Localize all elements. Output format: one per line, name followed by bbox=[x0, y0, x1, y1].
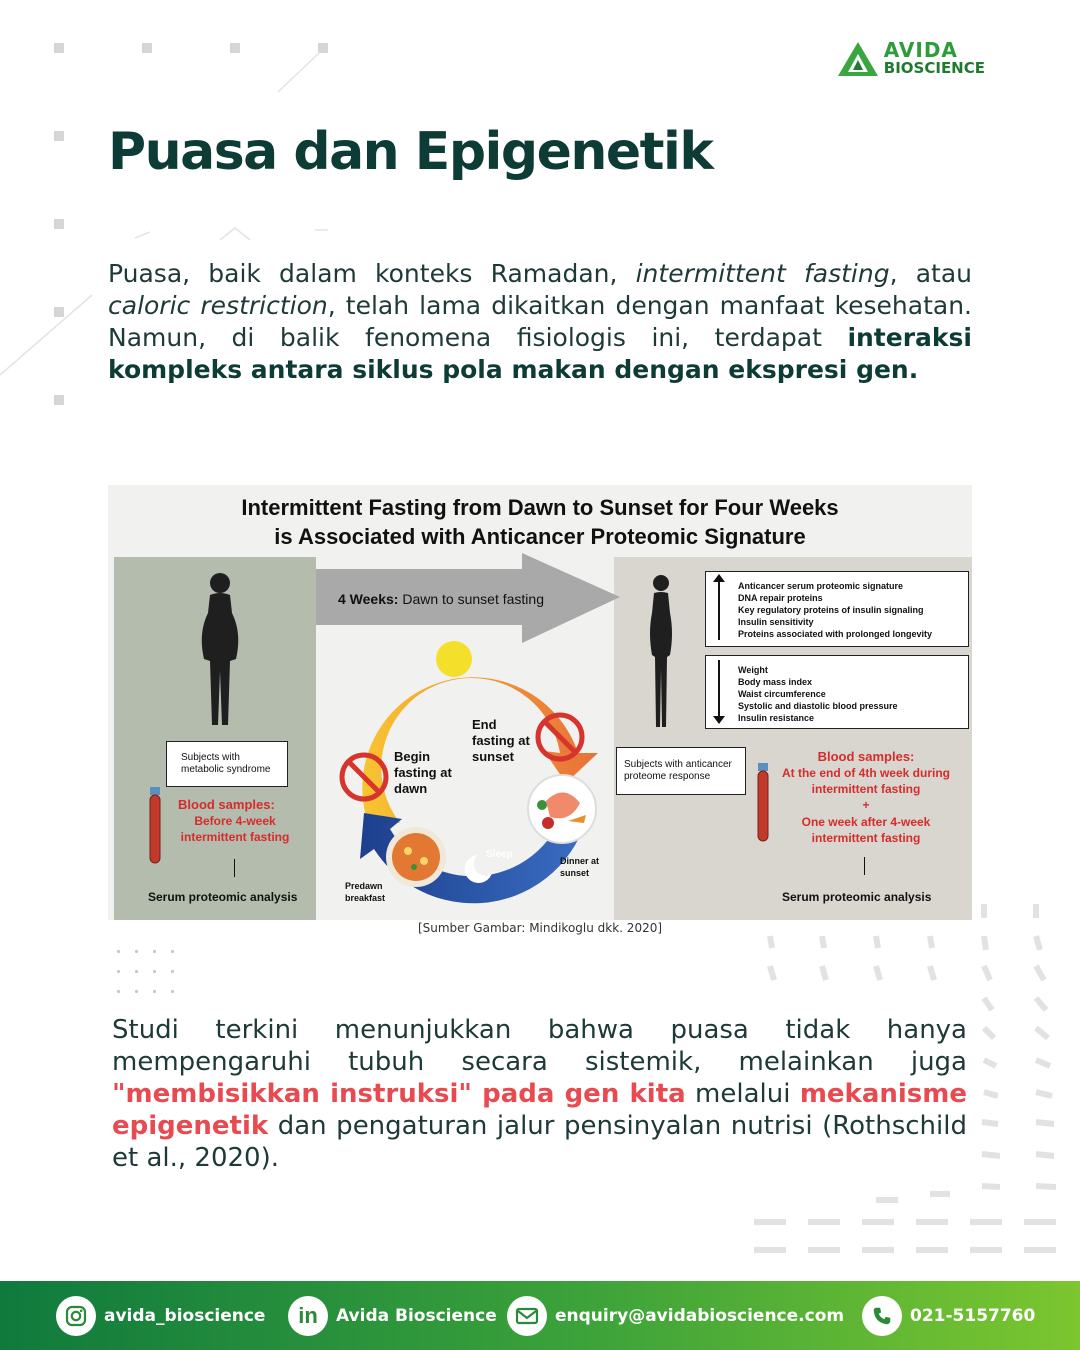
left-subjects-text: Subjects with metabolic syndrome bbox=[181, 752, 271, 775]
predawn-meal-icon bbox=[386, 827, 446, 887]
list-item: Anticancer serum proteomic signature bbox=[738, 581, 904, 591]
silhouette-after-icon bbox=[646, 573, 676, 729]
instagram-icon bbox=[56, 1296, 96, 1336]
right-blood-title: Blood samples: bbox=[817, 749, 915, 764]
footer-email[interactable] bbox=[507, 1281, 844, 1350]
blood-tube-before-icon bbox=[148, 787, 162, 865]
page-title: Puasa dan Epigenetik bbox=[108, 122, 713, 182]
footer-phone[interactable] bbox=[862, 1281, 1035, 1350]
body-highlight-1: "membisikkan instruksi" pada gen kita bbox=[112, 1079, 686, 1109]
silhouette-before-icon bbox=[196, 571, 244, 727]
body-paragraph bbox=[112, 1014, 967, 1174]
avida-logo-icon bbox=[836, 40, 880, 78]
intro-highlight: interaksi kompleks antara siklus pola makan dengan ekspresi gen. bbox=[108, 323, 972, 384]
right-blood-plus: + bbox=[862, 798, 870, 812]
list-item: Systolic and diastolic blood pressure bbox=[738, 701, 898, 711]
figure-caption: [Sumber Gambar: Mindikoglu dkk. 2020] bbox=[417, 921, 663, 935]
intro-term-cr: caloric restriction bbox=[108, 291, 328, 320]
right-blood-text-2: One week after 4-week intermittent fasting bbox=[801, 815, 931, 845]
begin-fasting-label: Begin fasting at dawn bbox=[394, 749, 452, 796]
list-item: Key regulatory proteins of insulin signaling bbox=[738, 605, 924, 615]
right-subjects-box bbox=[616, 747, 746, 795]
decreased-list bbox=[738, 664, 898, 724]
intro-paragraph bbox=[108, 258, 972, 386]
email-address: enquiry@avidabioscience.com bbox=[555, 1305, 845, 1326]
sleep-label: Sleep bbox=[486, 849, 513, 860]
arrow-label-bold: 4 Weeks: bbox=[338, 591, 399, 607]
phone-icon bbox=[862, 1296, 902, 1336]
brand-name-line1: AVIDA bbox=[883, 38, 958, 62]
list-item: DNA repair proteins bbox=[738, 593, 823, 603]
list-item: Proteins associated with prolonged longevity bbox=[738, 629, 933, 639]
list-item: Weight bbox=[738, 665, 768, 675]
down-arrow-right bbox=[864, 857, 865, 875]
body-text: melalui bbox=[685, 1079, 800, 1109]
right-blood-text-1: At the end of 4th week during intermittent fasting bbox=[781, 766, 950, 796]
figure-title-line1: Intermittent Fasting from Dawn to Sunset for Four Weeks bbox=[241, 495, 839, 520]
body-highlight-2: mekanisme epigenetik bbox=[112, 1079, 968, 1141]
list-item: Insulin resistance bbox=[738, 713, 815, 723]
phone-number: 021-5157760 bbox=[910, 1305, 1036, 1326]
left-blood-text: Before 4-week intermittent fasting bbox=[180, 814, 290, 844]
study-figure bbox=[108, 485, 972, 920]
right-subjects-text: Subjects with anticancer proteome response bbox=[624, 759, 732, 782]
predawn-label: Predawn breakfast bbox=[345, 881, 386, 903]
blood-tube-after-icon bbox=[756, 763, 770, 843]
intro-text: Puasa, baik dalam konteks Ramadan, bbox=[108, 259, 636, 288]
brand-name-line2: BIOSCIENCE bbox=[883, 59, 985, 77]
linkedin-name: Avida Bioscience bbox=[336, 1305, 497, 1326]
footer-bar bbox=[0, 1281, 1080, 1350]
down-arrow-icon bbox=[718, 660, 720, 720]
up-arrowhead bbox=[713, 574, 725, 582]
arrow-label bbox=[338, 591, 544, 607]
intro-text: , telah lama dikaitkan dengan manfaat kesehatan. Namun, di balik fenomena fisiologis ini, terdapat bbox=[108, 291, 972, 352]
left-subjects-box bbox=[166, 741, 288, 787]
left-blood-title: Blood samples: bbox=[178, 797, 275, 812]
figure-title bbox=[108, 493, 972, 551]
down-arrow-left bbox=[234, 859, 235, 877]
list-item: Insulin sensitivity bbox=[738, 617, 814, 627]
list-item: Waist circumference bbox=[738, 689, 826, 699]
decreased-list-box bbox=[705, 655, 969, 729]
instagram-handle: avida_bioscience bbox=[104, 1305, 266, 1326]
dinner-meal-icon bbox=[528, 775, 596, 843]
decor-square bbox=[54, 395, 64, 405]
list-item: Body mass index bbox=[738, 677, 813, 687]
email-icon bbox=[507, 1296, 547, 1336]
dinner-label: Dinner at sunset bbox=[560, 856, 600, 878]
end-fasting-label: End fasting at sunset bbox=[472, 717, 530, 764]
figure-title-line2: is Associated with Anticancer Proteomic Signature bbox=[274, 524, 806, 549]
right-serum-label: Serum proteomic analysis bbox=[782, 890, 932, 904]
linkedin-icon: in bbox=[288, 1296, 328, 1336]
up-arrow-icon bbox=[718, 578, 720, 640]
left-serum-label: Serum proteomic analysis bbox=[148, 890, 298, 904]
intro-text: , atau bbox=[889, 259, 972, 288]
footer-instagram[interactable] bbox=[56, 1281, 265, 1350]
increased-list-box bbox=[705, 571, 969, 647]
down-arrowhead bbox=[713, 716, 725, 724]
body-text: dan pengaturan jalur pensinyalan nutrisi (Rothschild et al., 2020). bbox=[112, 1111, 967, 1173]
body-text: Studi terkini menunjukkan bahwa puasa tidak hanya mempengaruhi tubuh secara sistemik, melainkan juga bbox=[112, 1015, 967, 1077]
intro-term-if: intermittent fasting bbox=[635, 259, 890, 288]
brand-logo bbox=[836, 40, 985, 78]
decor-dots bbox=[117, 950, 177, 996]
arrow-label-text: Dawn to sunset fasting bbox=[398, 591, 544, 607]
increased-list bbox=[738, 580, 932, 640]
footer-linkedin[interactable] bbox=[288, 1281, 497, 1350]
